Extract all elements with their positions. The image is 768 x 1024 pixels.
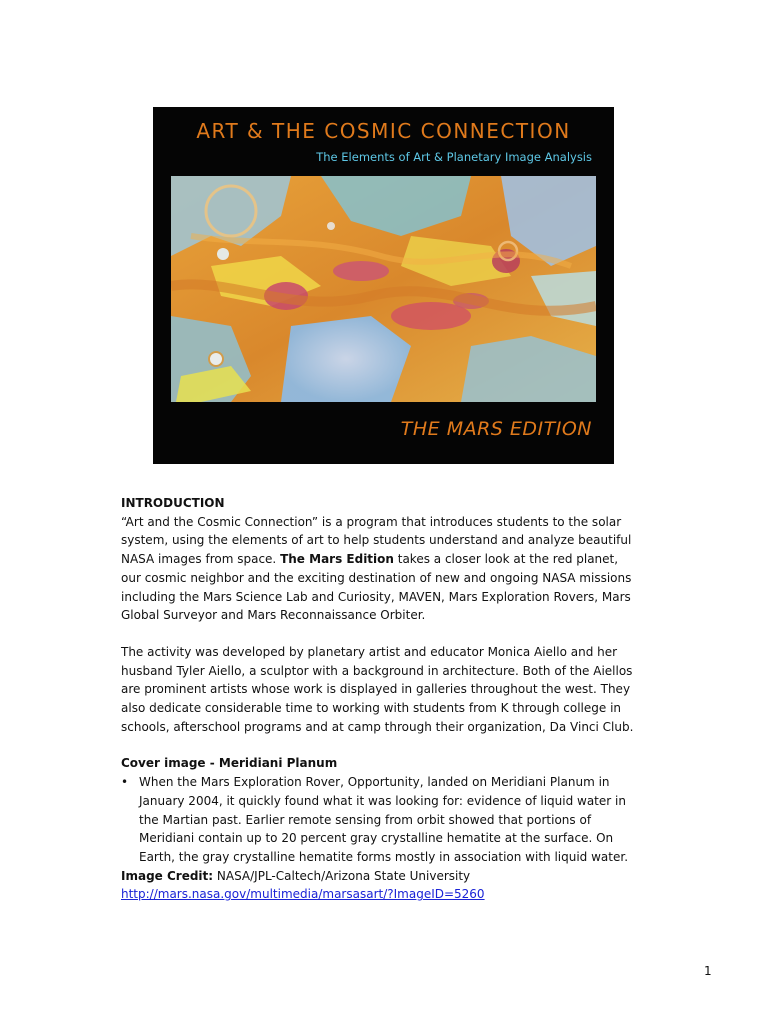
- intro-text-part-1: “Art and the Cosmic Connection” is a program that introduces students to the solar system, using the elements of art to help students understand and analyze beautiful NASA images from space.: [121, 514, 632, 567]
- cover-image-heading: Cover image - Meridiani Planum: [121, 756, 338, 771]
- intro-text-part-2: takes a closer look at the red planet, our cosmic neighbor and the exciting destination of new and ongoing NASA missions including the Mars Science Lab and Curiosity, MAVEN, Mars Exploration Rovers, Mars Global Surveyor and Mars Reconnaissance Orbiter.: [121, 552, 632, 623]
- bullet-icon: •: [121, 775, 129, 790]
- source-link[interactable]: http://mars.nasa.gov/multimedia/marsasart/?ImageID=5260: [121, 887, 485, 902]
- document-body: [121, 494, 641, 904]
- cover-subtitle: The Elements of Art & Planetary Image Analysis: [316, 150, 592, 164]
- intro-paragraph-2: The activity was developed by planetary artist and educator Monica Aiello and her husband Tyler Aiello, a sculptor with a background in architecture. Both of the Aiellos are prominent artists whose work is displayed in galleries throughout the west. They also dedicate considerable time to working with students from K through college in schools, afterschool programs and at camp through their organization, Da Vinci Club.: [121, 644, 634, 734]
- mars-edition-bold: The Mars Edition: [280, 552, 394, 567]
- image-credit: [121, 867, 641, 886]
- list-item: [121, 773, 641, 867]
- source-link-line: [121, 885, 641, 904]
- cover-title: ART & THE COSMIC CONNECTION: [196, 119, 571, 143]
- bullet-text: When the Mars Exploration Rover, Opportunity, landed on Meridiani Planum in January 2004, it quickly found what it was looking for: evidence of liquid water in the Martian past. Earlier remote sensing from orbit showed that portions of Meridiani contain up to 20 percent gray crystalline hematite at the surface. On Earth, the gray crystalline hematite forms mostly in association with liquid water.: [139, 775, 629, 864]
- cover-image-panel: [153, 107, 614, 464]
- page-number: 1: [704, 964, 712, 978]
- cover-edition-title: THE MARS EDITION: [400, 418, 592, 440]
- intro-paragraph-1: [121, 513, 641, 625]
- cover-image-bullets: [121, 773, 641, 867]
- image-credit-text: NASA/JPL-Caltech/Arizona State University: [213, 868, 471, 883]
- mars-surface-image: [171, 176, 596, 402]
- intro-heading: INTRODUCTION: [121, 496, 225, 510]
- image-credit-label: Image Credit:: [121, 868, 214, 883]
